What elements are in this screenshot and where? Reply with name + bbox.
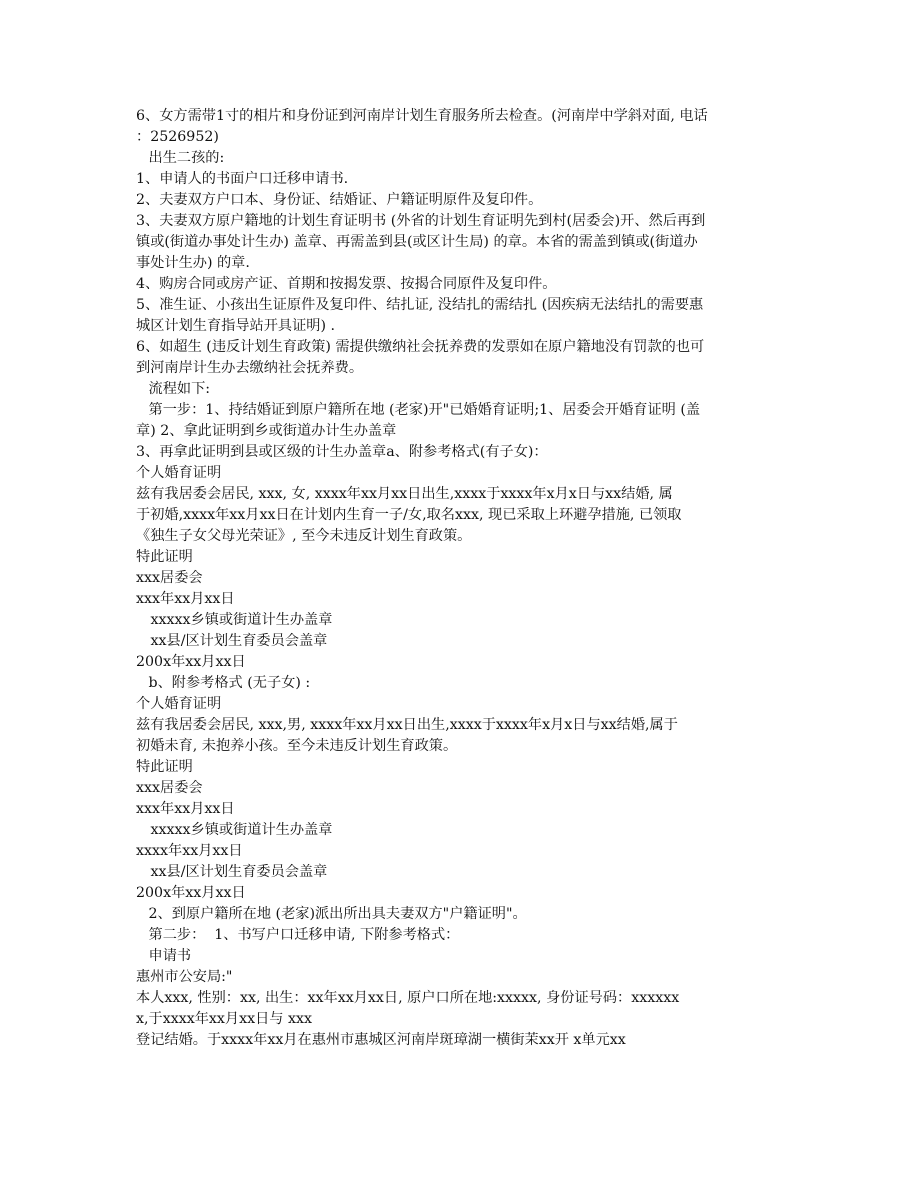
- text-line: 镇或(街道办事处计生办) 盖章、再需盖到县(或区计生局) 的章。本省的需盖到镇或(街道办: [136, 234, 698, 250]
- text-line: 《独生子女父母光荣证》, 至今未违反计划生育政策。: [136, 528, 472, 544]
- text-line: 2、到原户籍所在地 (老家)派出所出具夫妻双方"户籍证明"。: [144, 906, 527, 922]
- text-line: xxx年xx月xx日: [136, 801, 235, 817]
- text-line: ：2526952): [136, 129, 219, 145]
- text-line: 3、再拿此证明到县或区级的计生办盖章a、附参考格式(有子女)：: [136, 444, 548, 460]
- text-line: 5、准生证、小孩出生证原件及复印件、结扎证, 没结扎的需结扎 (因疾病无法结扎的需要惠: [136, 297, 704, 313]
- text-line: xxx居委会: [136, 780, 203, 796]
- text-line: 个人婚育证明: [136, 465, 222, 481]
- text-line: 第二步： 1、书写户口迁移申请, 下附参考格式：: [144, 927, 460, 943]
- text-line: 到河南岸计生办去缴纳社会抚养费。: [136, 360, 364, 376]
- text-line: xxx居委会: [136, 570, 203, 586]
- text-line: 6、如超生 (违反计划生育政策) 需提供缴纳社会抚养费的发票如在原户籍地没有罚款的也可: [136, 339, 705, 355]
- text-line: xxx年xx月xx日: [136, 591, 235, 607]
- text-line: 事处计生办) 的章.: [136, 255, 250, 271]
- text-line: xx县/区计划生育委员会盖章: [146, 633, 328, 649]
- text-line: 特此证明: [136, 759, 193, 775]
- text-line: 1、申请人的书面户口迁移申请书.: [136, 171, 349, 187]
- text-line: 于初婚,xxxx年xx月xx日在计划内生育一子/女,取名xxx, 现已采取上环避孕措施, 已领取: [136, 507, 682, 523]
- text-line: 第一步：1、持结婚证到原户籍所在地 (老家)开"已婚婚育证明;1、居委会开婚育证明 (盖: [144, 402, 701, 418]
- text-line: 初婚未育, 未抱养小孩。至今未违反计划生育政策。: [136, 738, 458, 754]
- text-line: 个人婚育证明: [136, 696, 222, 712]
- text-line: 特此证明: [136, 549, 193, 565]
- text-line: 章) 2、拿此证明到乡或街道办计生办盖章: [136, 423, 397, 439]
- text-line: xxxxx乡镇或街道计生办盖章: [146, 822, 333, 838]
- text-line: 登记结婚。于xxxx年xx月在惠州市惠城区河南岸斑璋湖一横街茉xx开 x单元xx: [136, 1032, 626, 1048]
- text-line: 200x年xx月xx日: [136, 885, 246, 901]
- text-line: 申请书: [144, 948, 192, 964]
- text-line: xxxxx乡镇或街道计生办盖章: [146, 612, 333, 628]
- document-body: [136, 106, 784, 1051]
- section-heading: 出生二孩的:: [144, 150, 225, 166]
- text-line: xx县/区计划生育委员会盖章: [146, 864, 328, 880]
- text-line: 3、夫妻双方原户籍地的计划生育证明书 (外省的计划生育证明先到村(居委会)开、然后再到: [136, 213, 706, 229]
- text-line: 兹有我居委会居民, xxx, 女, xxxx年xx月xx日出生,xxxx于xxxx年x月x日与xx结婚, 属: [136, 486, 673, 502]
- text-line: 6、女方需带1寸的相片和身份证到河南岸计划生育服务所去检查。(河南岸中学斜对面, 电话: [136, 108, 708, 124]
- text-line: 本人xxx, 性别：xx, 出生：xx年xx月xx日, 原户口所在地:xxxxx, 身份证号码：xxxxxx: [136, 990, 680, 1006]
- text-line: 城区计划生育指导站开具证明) .: [136, 318, 335, 334]
- text-line: 200x年xx月xx日: [136, 654, 246, 670]
- text-line: 兹有我居委会居民, xxx,男, xxxx年xx月xx日出生,xxxx于xxxx年x月x日与xx结婚,属于: [136, 717, 678, 733]
- section-heading: 流程如下:: [144, 381, 211, 397]
- text-line: 惠州市公安局:": [136, 969, 233, 985]
- text-line: b、附参考格式 (无子女) :: [144, 675, 311, 691]
- text-line: x,于xxxx年xx月xx日与 xxx: [136, 1011, 312, 1027]
- text-line: 2、夫妻双方户口本、身份证、结婚证、户籍证明原件及复印件。: [136, 192, 543, 208]
- text-line: xxxx年xx月xx日: [136, 843, 243, 859]
- text-line: 4、购房合同或房产证、首期和按揭发票、按揭合同原件及复印件。: [136, 276, 557, 292]
